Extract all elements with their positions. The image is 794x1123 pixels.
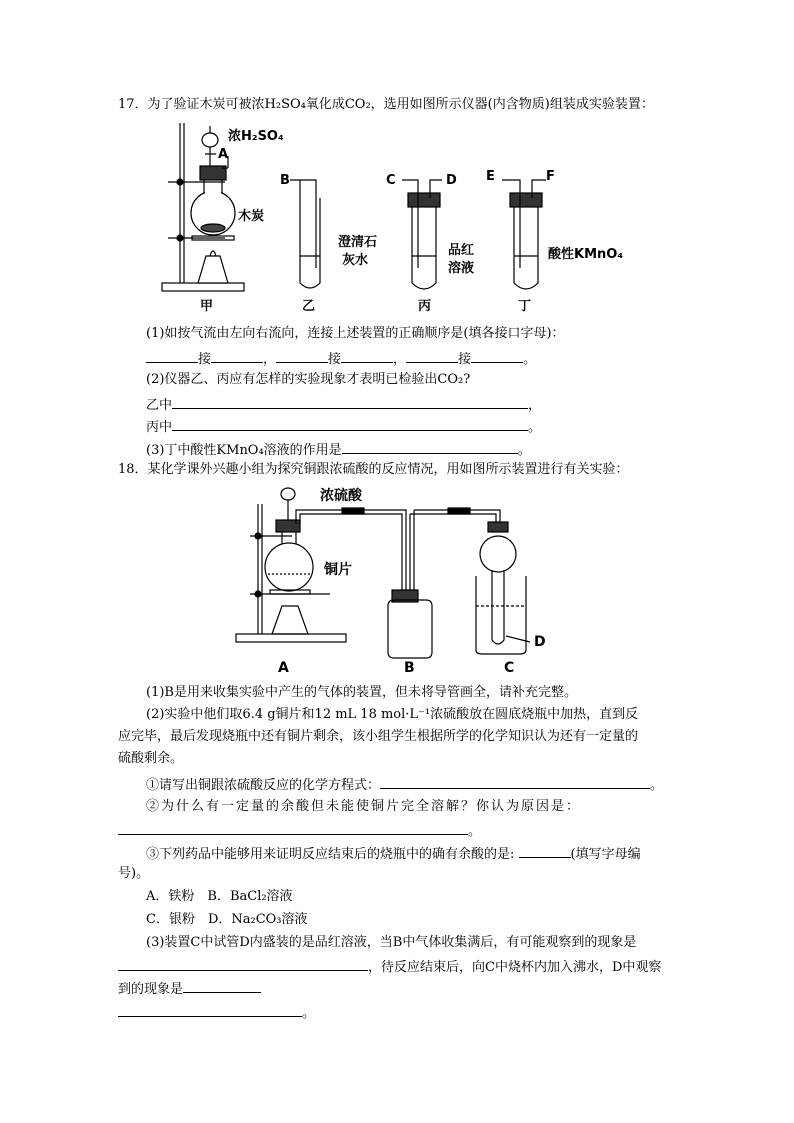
q18-p3a: (3)装置C中试管D内盛装的是品红溶液，当B中气体收集满后，有可能观察到的现象是 <box>146 935 637 950</box>
label-ding: 丁 <box>518 299 532 314</box>
port-B: B <box>280 173 290 188</box>
q18-s1: ①请写出铜跟浓硫酸反应的化学方程式： 。 <box>146 774 663 795</box>
q18-s2: ②为什么有一定量的余酸但未能使铜片完全溶解？你认为原因是： <box>146 799 582 814</box>
q17-answer-order: 接 ， 接 ， 接 。 <box>146 348 536 369</box>
q17-p2: (2)仪器乙、丙应有怎样的实验现象才表明已检验出CO₂? <box>146 372 471 387</box>
q18-options-ab: A．铁粉 B．BaCl₂溶液 <box>146 889 293 904</box>
pinkred-2: 溶液 <box>448 261 475 276</box>
port-A: A <box>218 147 229 162</box>
q17-stem: 17．为了验证木炭可被浓H₂SO₄氧化成CO₂，选用如图所示仪器(内含物质)组装成实验装置： <box>118 97 654 112</box>
q18-p2a: (2)实验中他们取6.4 g铜片和12 mL 18 mol·L⁻¹浓硫酸放在圆底烧瓶中加热，直到反 <box>146 707 639 722</box>
q18-p1: (1)B是用来收集实验中产生的气体的装置，但未将导管画全，请补充完整。 <box>146 685 577 700</box>
kmno4-label: 酸性KMnO₄ <box>548 247 624 262</box>
charcoal-label: 木炭 <box>238 209 265 224</box>
label-jia: 甲 <box>200 299 214 314</box>
label-C: C <box>504 660 515 676</box>
limewater-1: 澄清石 <box>338 235 378 250</box>
q17-yi-answer: 乙中 ， <box>146 394 541 415</box>
label-B: B <box>404 660 415 676</box>
q18-p3-end: 。 <box>118 1002 315 1023</box>
q18-p2c: 硫酸剩余。 <box>118 751 184 766</box>
label-A: A <box>278 660 289 676</box>
label-bing: 丙 <box>418 299 432 314</box>
label-yi: 乙 <box>302 299 316 314</box>
port-E: E <box>486 169 495 184</box>
q18-p3c: 到的现象是 <box>118 978 261 999</box>
q18-p3b: ，待反应结束后，向C中烧杯内加入沸水，D中观察 <box>118 956 661 977</box>
q18-s3c: 号)。 <box>118 866 150 881</box>
q18-s3: ③下列药品中能够用来证明反应结束后的烧瓶中的确有余酸的是: (填写字母编 <box>146 843 641 864</box>
acid-label: 浓H₂SO₄ <box>228 129 284 144</box>
limewater-2: 灰水 <box>342 253 369 268</box>
port-F: F <box>546 169 555 184</box>
q18-p2b: 应完毕，最后发现烧瓶中还有铜片剩余，该小组学生根据所学的化学知识认为还有一定量的 <box>118 729 639 744</box>
q18-figure <box>230 482 610 678</box>
q18-options-cd: C．银粉 D．Na₂CO₃溶液 <box>146 912 308 927</box>
q17-figure <box>150 118 670 318</box>
q17-p1: (1)如按气流由左向右流向，连接上述装置的正确顺序是(填各接口字母)： <box>146 326 565 341</box>
label-D: D <box>534 634 546 650</box>
q18-s2-answer: 。 <box>118 820 481 841</box>
pinkred-1: 品红 <box>448 243 475 258</box>
acid-label-18: 浓硫酸 <box>320 488 362 504</box>
q17-bing-answer: 丙中 。 <box>146 416 541 437</box>
port-D: D <box>446 173 457 188</box>
q18-stem: 18．某化学课外兴趣小组为探究铜跟浓硫酸的反应情况，用如图所示装置进行有关实验： <box>118 462 629 477</box>
q17-p3: (3)丁中酸性KMnO₄溶液的作用是 。 <box>146 439 531 460</box>
copper-label: 铜片 <box>324 562 352 578</box>
port-C: C <box>386 173 396 188</box>
